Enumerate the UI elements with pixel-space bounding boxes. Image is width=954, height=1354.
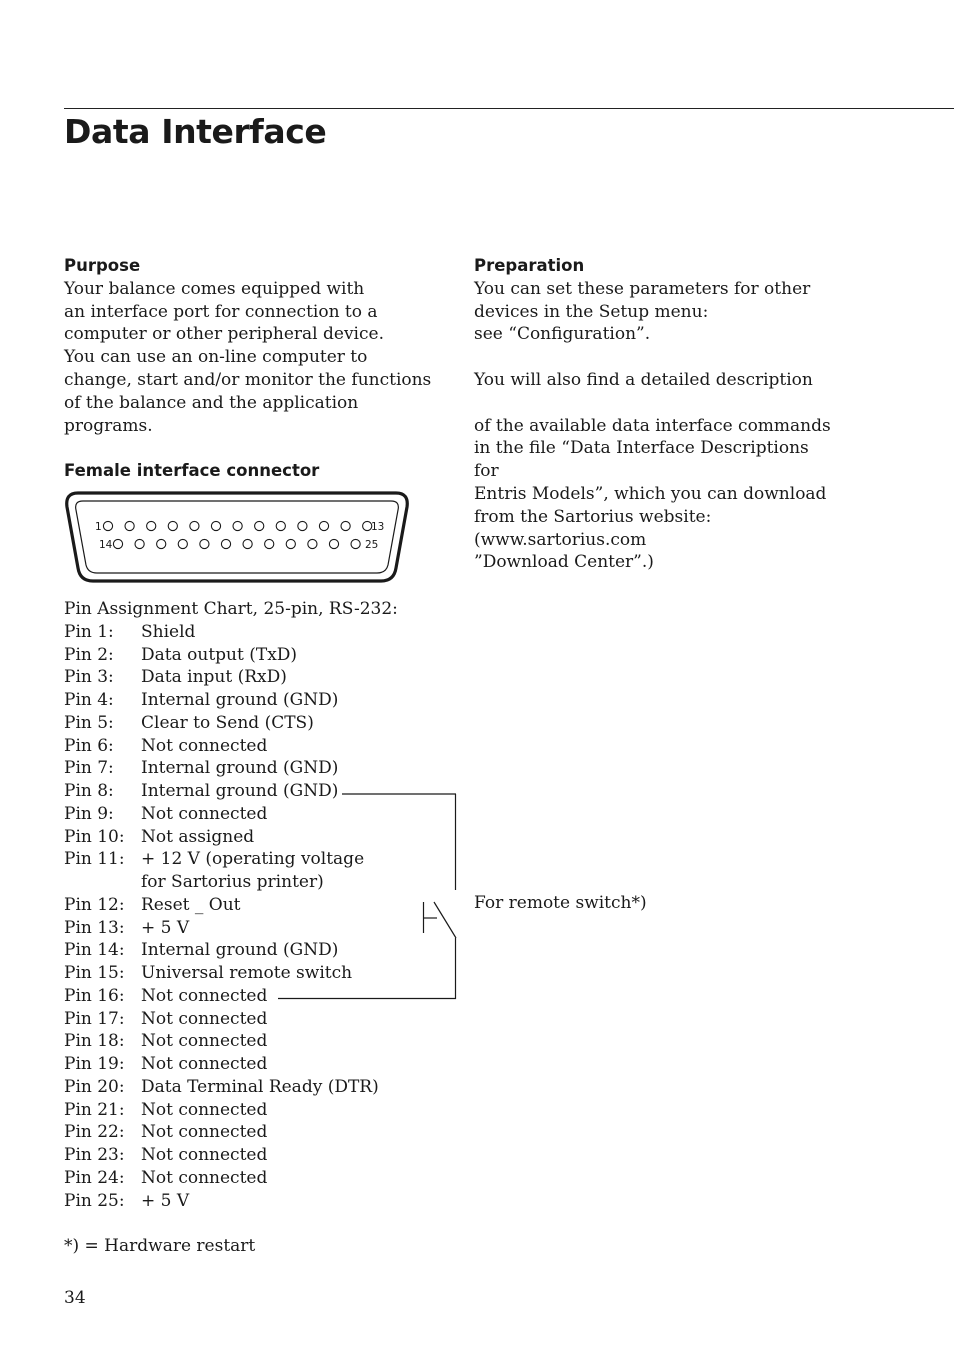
pin-row [64,1121,398,1144]
pin-row [64,666,398,689]
header-rule [64,108,954,109]
pin-label: Pin 2: [64,644,114,665]
connector-pin [319,521,328,530]
connector-pin [265,539,274,548]
pin-row [64,1076,398,1099]
pin-number-13: 13 [371,521,385,533]
pin-row [64,644,398,667]
pin-row [64,1030,398,1053]
pin-description: Not connected [141,985,268,1006]
switch-icon [434,902,456,938]
pin-label: Pin 21: [64,1099,125,1120]
pin-row [64,1190,398,1213]
pin-row [64,848,398,894]
connector-pin [308,539,317,548]
pin-label: Pin 6: [64,735,114,756]
pin-description: Not connected [141,735,268,756]
connector-pin [147,521,156,530]
pin-label: Pin 3: [64,667,114,688]
connector-pin [351,539,360,548]
pin-label: Pin 23: [64,1145,125,1165]
pin-label: Pin 14: [64,940,125,961]
pin-description: Not connected [141,1099,268,1120]
pin-list [64,621,398,1213]
pin-label: Pin 17: [64,1008,125,1029]
pin-description: Internal ground (GND) [141,690,339,710]
purpose-section [64,255,444,483]
preparation-text-2: You will also find a detailed description [474,369,813,390]
pin-description: Internal ground (GND) [141,781,339,801]
connector-pin [298,521,307,530]
pin-description: Not connected [141,1122,268,1143]
pin-number-25: 25 [365,539,379,551]
pin-label: Pin 7: [64,758,114,779]
pin-label: Pin 12: [64,894,125,915]
pin-label: Pin 24: [64,1167,125,1188]
connector-pin [168,521,177,530]
pin-description: Not connected [141,1167,268,1188]
connector-pin [255,521,264,530]
connector-pin [221,539,230,548]
pin-label: Pin 8: [64,781,114,801]
pin-label: Pin 1: [64,621,114,642]
pin-number-14: 14 [99,539,113,551]
pin-number-1: 1 [95,521,102,533]
pin-label: Pin 13: [64,917,125,938]
pin-row [64,1008,398,1031]
pin-description: Not connected [141,1031,268,1052]
pin-label: Pin 4: [64,690,114,710]
pin-description: Clear to Send (CTS) [141,712,314,733]
connector-pin [329,539,338,548]
connector-pin [200,539,209,548]
pin-row [64,985,398,1008]
pin-row [64,757,398,780]
pin-row [64,894,398,917]
connector-pins-bottom [113,539,360,548]
connector-pin [286,539,295,548]
connector-heading: Female interface connector [64,461,320,481]
pin-description: Data output (TxD) [141,644,298,665]
pin-label: Pin 11: [64,849,125,870]
connector-pin [190,521,199,530]
connector-pins-top [103,521,371,530]
purpose-heading: Purpose [64,256,141,275]
pin-label: Pin 10: [64,826,125,847]
pin-row [64,803,398,826]
pin-description: Internal ground (GND) [141,758,339,779]
pin-description: + 5 V [141,1190,190,1211]
pin-row [64,962,398,985]
pin-row [64,621,398,644]
connector-pin [243,539,252,548]
pin-description: Universal remote switch [141,963,353,983]
pin-description: + 12 V (operating voltage for Sartorius printer) [141,849,365,892]
page-title: Data Interface [64,112,327,151]
preparation-section [474,255,834,574]
connector-pin [103,521,112,530]
pin-label: Pin 22: [64,1122,125,1143]
pin-description: Shield [141,621,196,642]
pin-assignment-chart [64,598,398,1212]
pin-label: Pin 25: [64,1190,125,1211]
connector-pin [135,539,144,548]
pin-description: Reset _ Out [141,894,241,915]
remote-switch-note: For remote switch*) [474,893,647,913]
pin-description: Not connected [141,803,268,824]
connector-pin [341,521,350,530]
pin-row [64,1167,398,1190]
pin-row [64,939,398,962]
connector-pin [233,521,242,530]
pin-chart-caption: Pin Assignment Chart, 25-pin, RS-232: [64,599,398,619]
pin-row [64,712,398,735]
pin-label: Pin 16: [64,985,125,1006]
db25-connector-icon [64,490,410,584]
pin-description: Data input (RxD) [141,667,287,688]
preparation-heading: Preparation [474,256,585,275]
pin-description: Not connected [141,1054,268,1074]
pin-row [64,1053,398,1076]
connector-pin [211,521,220,530]
connector-pin [125,521,134,530]
pin-row [64,1099,398,1122]
pin-label: Pin 5: [64,712,114,733]
purpose-text: Your balance comes equipped with an interface port for connection to a computer or other peripheral device. You can use an on-line computer to change, start and/or monitor the functions of the balance and the application programs. [64,278,432,436]
connector-pin [276,521,285,530]
connector-pin [178,539,187,548]
connector-pin [113,539,122,548]
page-number: 34 [64,1288,86,1308]
connector-pin [157,539,166,548]
pin-description: Not connected [141,1008,268,1029]
pin-description: Data Terminal Ready (DTR) [141,1076,379,1097]
preparation-text-1: You can set these parameters for other devices in the Setup menu: see “Configuration”. [474,278,811,345]
pin-row [64,1144,398,1167]
pin-row [64,780,398,803]
pin-label: Pin 19: [64,1054,125,1074]
pin-description: + 5 V [141,917,190,938]
pin-description: Not assigned [141,826,255,847]
pin-row [64,917,398,940]
pin-label: Pin 9: [64,803,114,824]
female-connector-diagram [64,490,410,584]
pin-description: Not connected [141,1145,268,1165]
pin-label: Pin 15: [64,963,125,983]
footnote: *) = Hardware restart [64,1236,256,1256]
pin-row [64,826,398,849]
pin-row [64,735,398,758]
pin-label: Pin 20: [64,1076,125,1097]
pin-label: Pin 18: [64,1031,125,1052]
pin-row [64,689,398,712]
pin-description: Internal ground (GND) [141,940,339,961]
preparation-text-3: of the available data interface commands in the file “Data Interface Descriptions for Entris Models”, which you can download from the Sartorius website: (www.sartorius.com ”Download Center”.) [474,415,831,573]
